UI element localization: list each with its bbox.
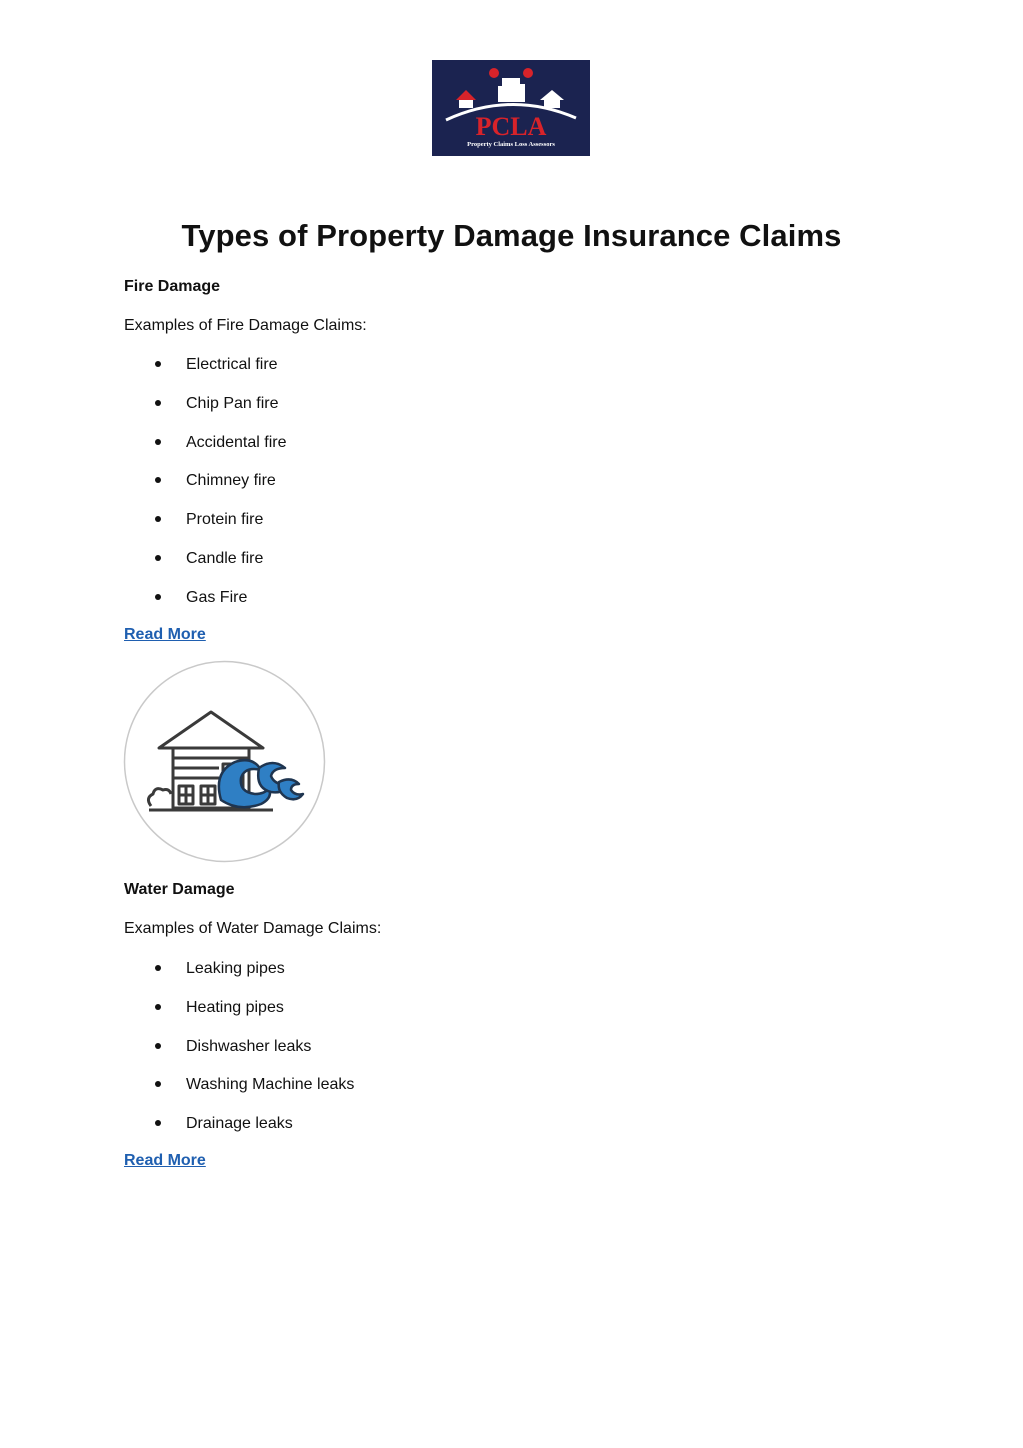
building-icon [498, 86, 504, 102]
bullet-icon [155, 439, 161, 445]
bullet-icon [155, 555, 161, 561]
fire-read-more-link[interactable]: Read More [124, 626, 206, 643]
bullet-icon [155, 1004, 161, 1010]
house-roof-icon [540, 90, 564, 100]
bullet-icon [155, 1120, 161, 1126]
bullet-icon [155, 400, 161, 406]
fire-damage-intro: Examples of Fire Damage Claims: [124, 317, 367, 334]
logo-tagline: Property Claims Loss Assessors [467, 141, 555, 148]
bullet-icon [155, 965, 161, 971]
list-item-text: Leaking pipes [186, 960, 285, 977]
bullet-icon [155, 594, 161, 600]
list-item-text: Chip Pan fire [186, 394, 279, 412]
water-damage-intro: Examples of Water Damage Claims: [124, 920, 382, 937]
bullet-icon [155, 477, 161, 483]
building-icon [502, 78, 520, 102]
building-icon [518, 84, 525, 102]
list-item-text: Candle fire [186, 549, 264, 567]
list-item-text: Chimney fire [186, 472, 276, 490]
list-item-text: Drainage leaks [186, 1115, 293, 1133]
house-icon [459, 100, 473, 108]
list-item-text: Gas Fire [186, 588, 248, 606]
house-flood-icon [123, 660, 326, 863]
fire-damage-heading: Fire Damage [124, 278, 221, 295]
house-roof-icon [456, 90, 476, 100]
list-item-text: Accidental fire [186, 433, 287, 451]
water-damage-illustration [123, 660, 326, 863]
logo-badge-icon [489, 68, 499, 78]
list-item-text: Dishwasher leaks [186, 1037, 312, 1055]
logo-wordmark: PCLA [475, 112, 547, 141]
water-damage-heading: Water Damage [124, 881, 235, 898]
list-item-text: Protein fire [186, 511, 264, 529]
water-read-more-link[interactable]: Read More [124, 1152, 206, 1169]
bullet-icon [155, 516, 161, 522]
list-item-text: Washing Machine leaks [186, 1076, 355, 1094]
page-title: Types of Property Damage Insurance Claims [181, 218, 842, 253]
bullet-icon [155, 1081, 161, 1087]
logo-graphic [432, 60, 590, 156]
bullet-icon [155, 361, 161, 367]
list-item-text: Heating pipes [186, 998, 284, 1016]
logo-badge-icon [523, 68, 533, 78]
pcla-logo [432, 60, 590, 156]
list-item-text: Electrical fire [186, 356, 278, 373]
bullet-icon [155, 1043, 161, 1049]
